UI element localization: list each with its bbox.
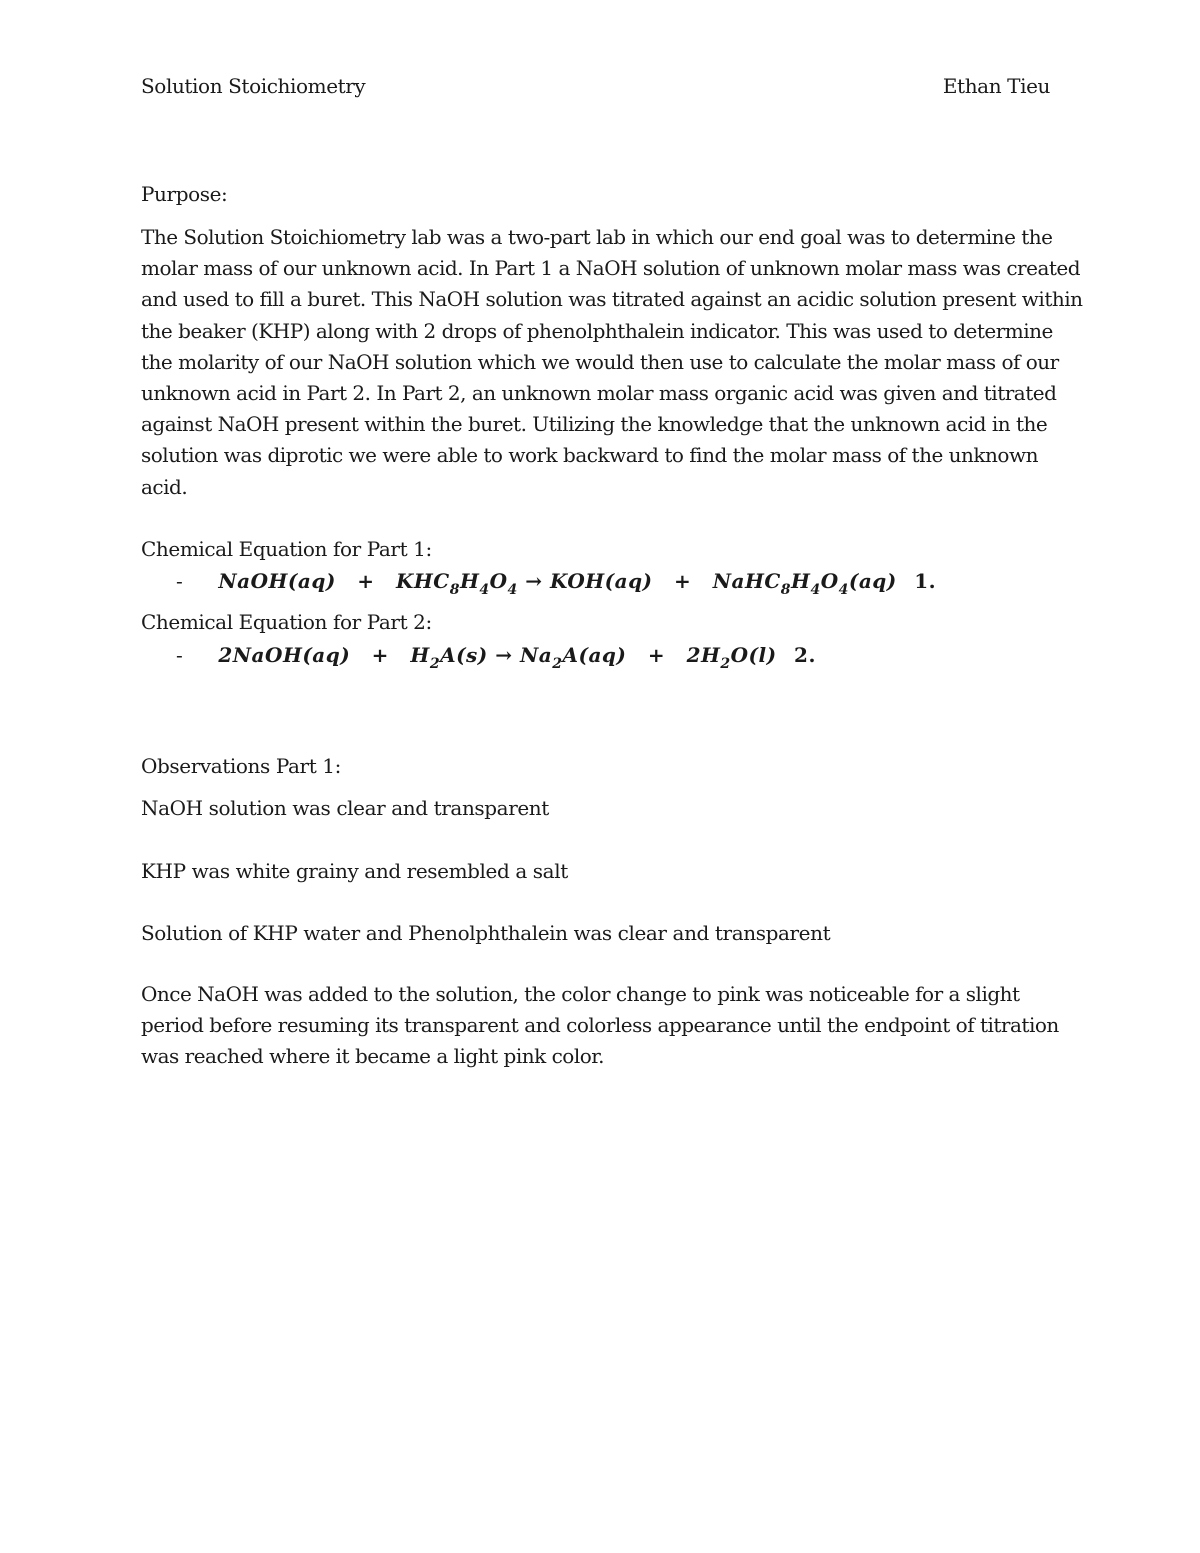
paragraph-line: against NaOH present within the buret. Utilizing the knowledge that the unknown acid in the: [141, 412, 1048, 437]
observation-item: Solution of KHP water and Phenolphthalein was clear and transparent: [141, 921, 831, 945]
equation-number: 2.: [794, 643, 816, 667]
product-water: $2H_2O(l)$: [686, 643, 777, 672]
equation-part1-heading: Chemical Equation for Part 1:: [141, 537, 432, 561]
product-koh: KOH(aq): [549, 569, 653, 593]
chemical-equation-1: [218, 569, 937, 598]
product-salt: $Na_2A(aq)$: [519, 643, 627, 672]
reactant-khp: $KHC_8H_4O_4$: [396, 569, 518, 598]
purpose-paragraph: [141, 222, 1083, 503]
product-nakhp: $NaHC_8H_4O_4(aq)$: [712, 569, 897, 598]
author-name: Ethan Tieu: [942, 74, 1050, 98]
reactant-naoh: 2NaOH(aq): [218, 643, 351, 667]
paragraph-line: the molarity of our NaOH solution which we would then use to calculate the molar mass of our: [141, 349, 1059, 374]
paragraph-line: Once NaOH was added to the solution, the color change to pink was noticeable for a slight: [141, 982, 1020, 1006]
reaction-arrow: →: [495, 643, 513, 667]
observation-item: KHP was white grainy and resembled a salt: [141, 859, 568, 883]
paragraph-line: was reached where it became a light pink color.: [141, 1044, 604, 1069]
plus-sign: +: [371, 643, 389, 667]
observation-final-paragraph: [141, 979, 1071, 1073]
plus-sign: +: [647, 643, 666, 667]
paragraph-line: The Solution Stoichiometry lab was a two-part lab in which our end goal was to determine the: [141, 225, 1053, 249]
reactant-acid: $H_2A(s)$: [410, 643, 488, 672]
equation-part1-row: [176, 569, 937, 598]
observations-heading: Observations Part 1:: [141, 754, 341, 778]
equation-part2-heading: Chemical Equation for Part 2:: [141, 610, 432, 634]
plus-sign: +: [357, 569, 375, 593]
paragraph-line: period before resuming its transparent and colorless appearance until the endpoint of titration: [141, 1013, 1059, 1038]
chemical-equation-2: [218, 643, 816, 672]
observation-item: NaOH solution was clear and transparent: [141, 796, 549, 820]
document-title: Solution Stoichiometry: [141, 74, 366, 98]
paragraph-line: and used to fill a buret. This NaOH solution was titrated against an acidic solution present within: [141, 287, 1083, 312]
plus-sign: +: [674, 569, 692, 593]
paragraph-line: solution was diprotic we were able to work backward to find the molar mass of the unknown: [141, 443, 1038, 468]
paragraph-line: the beaker (KHP) along with 2 drops of phenolphthalein indicator. This was used to determine: [141, 318, 1053, 343]
paragraph-line: unknown acid in Part 2. In Part 2, an unknown molar mass organic acid was given and titrated: [141, 381, 1057, 406]
bullet-dash: -: [176, 643, 183, 667]
purpose-heading: Purpose:: [141, 182, 228, 206]
equation-number: 1.: [914, 569, 937, 593]
reaction-arrow: →: [525, 569, 543, 593]
paragraph-line: molar mass of our unknown acid. In Part 1 a NaOH solution of unknown molar mass was created: [141, 256, 1081, 281]
reactant-naoh: NaOH(aq): [218, 569, 336, 593]
paragraph-line: acid.: [141, 474, 188, 499]
bullet-dash: -: [176, 569, 183, 593]
equation-part2-row: [176, 643, 816, 672]
